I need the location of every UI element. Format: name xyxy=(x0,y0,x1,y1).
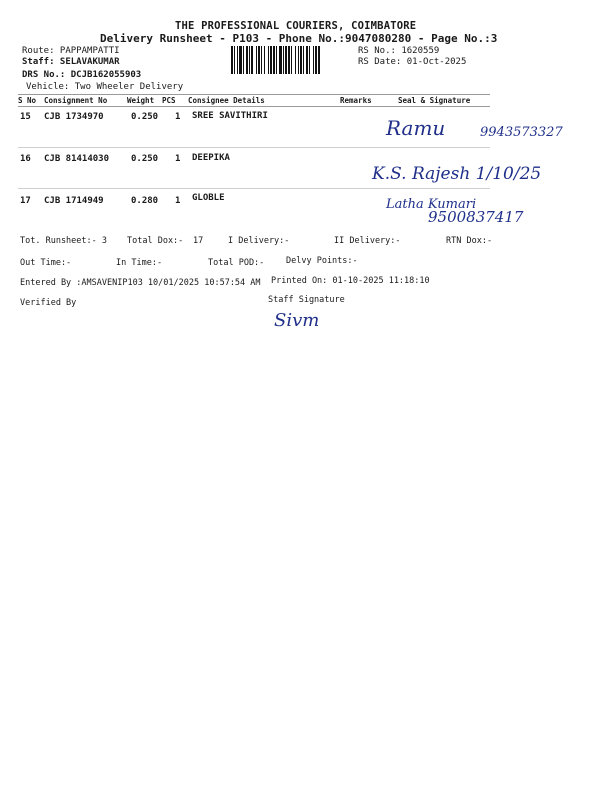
row-weight: 0.250 xyxy=(131,112,159,122)
row-consignee: SREE SAVITHIRI xyxy=(192,111,268,121)
row-sno: 15 xyxy=(20,112,31,122)
table-header-rule xyxy=(18,106,490,107)
col-sno: S No xyxy=(18,96,37,105)
table-top-rule xyxy=(18,94,490,95)
row-weight: 0.250 xyxy=(131,154,159,164)
row-consignee: DEEPIKA xyxy=(192,153,230,163)
row-consignment: CJB 1714949 xyxy=(44,196,104,206)
row-weight: 0.280 xyxy=(131,196,159,206)
staff-signature-label: Staff Signature xyxy=(268,295,345,305)
staff-field: Staff: SELAVAKUMAR xyxy=(22,57,120,67)
out-time: Out Time:- xyxy=(20,258,72,268)
company-title: THE PROFESSIONAL COURIERS, COIMBATORE xyxy=(175,20,417,32)
vehicle-field: Vehicle: Two Wheeler Delivery xyxy=(26,82,184,92)
row-sno: 16 xyxy=(20,154,31,164)
col-consignee: Consignee Details xyxy=(188,96,265,105)
total-dox-label: Total Dox:- xyxy=(127,236,184,246)
col-consignment: Consignment No xyxy=(44,96,108,105)
row-signature: K.S. Rajesh 1/10/25 xyxy=(372,164,542,184)
col-pcs: PCS xyxy=(162,96,176,105)
row-signature: Ramu xyxy=(386,116,446,140)
col-weight: Weight xyxy=(127,96,155,105)
i-delivery: I Delivery:- xyxy=(228,236,290,246)
row-signature: Latha Kumari xyxy=(386,197,477,212)
entered-by: Entered By :AMSAVENIP103 10/01/2025 10:57:54 AM xyxy=(20,278,261,288)
total-dox-value: 17 xyxy=(193,236,204,246)
delvy-points: Delvy Points:- xyxy=(286,256,358,266)
rtn-dox: RTN Dox:- xyxy=(446,236,493,246)
row-phone: 9943573327 xyxy=(480,125,563,140)
printed-on: Printed On: 01-10-2025 11:18:10 xyxy=(271,276,430,286)
col-seal-signature: Seal & Signature xyxy=(398,96,471,105)
ii-delivery: II Delivery:- xyxy=(334,236,401,246)
row-consignee: GLOBLE xyxy=(192,193,225,203)
row-sno: 17 xyxy=(20,196,31,206)
row-divider xyxy=(18,147,490,148)
drs-field: DRS No.: DCJB162055903 xyxy=(22,70,142,80)
row-phone: 9500837417 xyxy=(428,208,524,226)
rs-date: RS Date: 01-Oct-2025 xyxy=(358,57,467,67)
row-consignment: CJB 1734970 xyxy=(44,112,104,122)
staff-signature: Sivm xyxy=(274,310,320,331)
row-divider xyxy=(18,188,490,189)
row-pcs: 1 xyxy=(175,154,181,164)
col-remarks: Remarks xyxy=(340,96,372,105)
route-field: Route: PAPPAMPATTI xyxy=(22,46,120,56)
row-pcs: 1 xyxy=(175,196,181,206)
tot-runsheet: Tot. Runsheet:- 3 xyxy=(20,236,107,246)
row-consignment: CJB 81414030 xyxy=(44,154,110,164)
total-pod: Total POD:- xyxy=(208,258,265,268)
row-pcs: 1 xyxy=(175,112,181,122)
in-time: In Time:- xyxy=(116,258,163,268)
verified-by: Verified By xyxy=(20,298,77,308)
rs-number: RS No.: 1620559 xyxy=(358,46,440,56)
runsheet-subtitle: Delivery Runsheet - P103 - Phone No.:9047080280 - Page No.:3 xyxy=(100,32,498,45)
barcode-image xyxy=(231,46,356,74)
